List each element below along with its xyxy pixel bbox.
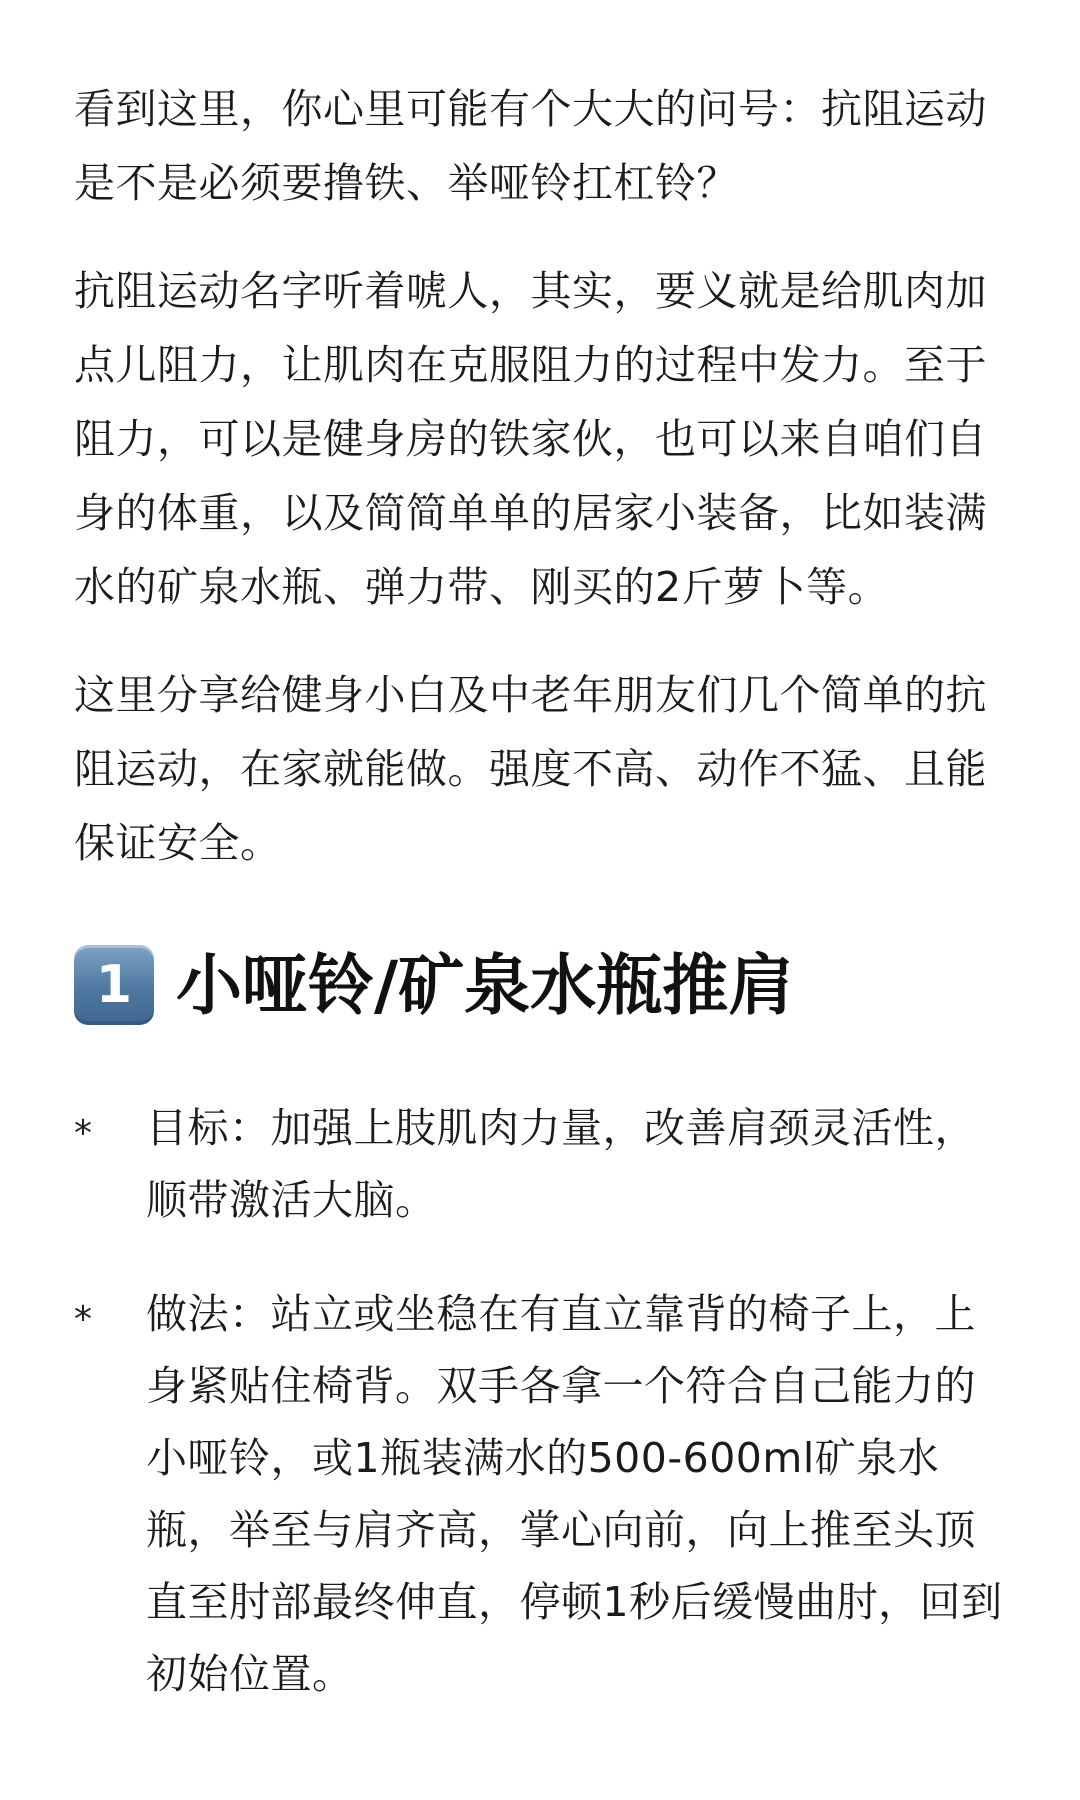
section-title: 小哑铃/矿泉水瓶推肩 xyxy=(176,947,795,1024)
list-item-goal xyxy=(74,1092,1014,1236)
paragraph-resistance-explanation: 抗阻运动名字听着唬人，其实，要义就是给肌肉加点儿阻力，让肌肉在克服阻力的过程中发力。至于阻力，可以是健身房的铁家伙，也可以来自咱们自身的体重，以及简简单单的居家小装备，比如装满水的矿泉水瓶、弹力带、刚买的2斤萝卜等。 xyxy=(74,267,987,611)
keycap-number-icon: 1 xyxy=(74,945,154,1025)
asterisk-bullet-icon: * xyxy=(74,1299,93,1340)
paragraph-intro-question: 看到这里，你心里可能有个大大的问号：抗阻运动是不是必须要撸铁、举哑铃扛杠铃？ xyxy=(74,85,987,207)
article-body xyxy=(74,72,1014,1752)
list-item-text: 目标：加强上肢肌肉力量，改善肩颈灵活性，顺带激活大脑。 xyxy=(146,1104,976,1224)
bullet-list xyxy=(74,1092,1014,1710)
list-item-text: 做法：站立或坐稳在有直立靠背的椅子上，上身紧贴住椅背。双手各拿一个符合自己能力的小哑铃，或1瓶装满水的500-600ml矿泉水瓶，举至与肩齐高，掌心向前，向上推至头顶直至肘部最终伸直，停顿1秒后缓慢曲肘，回到初始位置。 xyxy=(146,1290,1003,1698)
paragraph-share-intro: 这里分享给健身小白及中老年朋友们几个简单的抗阻运动，在家就能做。强度不高、动作不猛、且能保证安全。 xyxy=(74,671,987,867)
section-heading xyxy=(74,932,1014,1040)
asterisk-bullet-icon: * xyxy=(74,1113,93,1154)
list-item-method xyxy=(74,1278,1014,1710)
